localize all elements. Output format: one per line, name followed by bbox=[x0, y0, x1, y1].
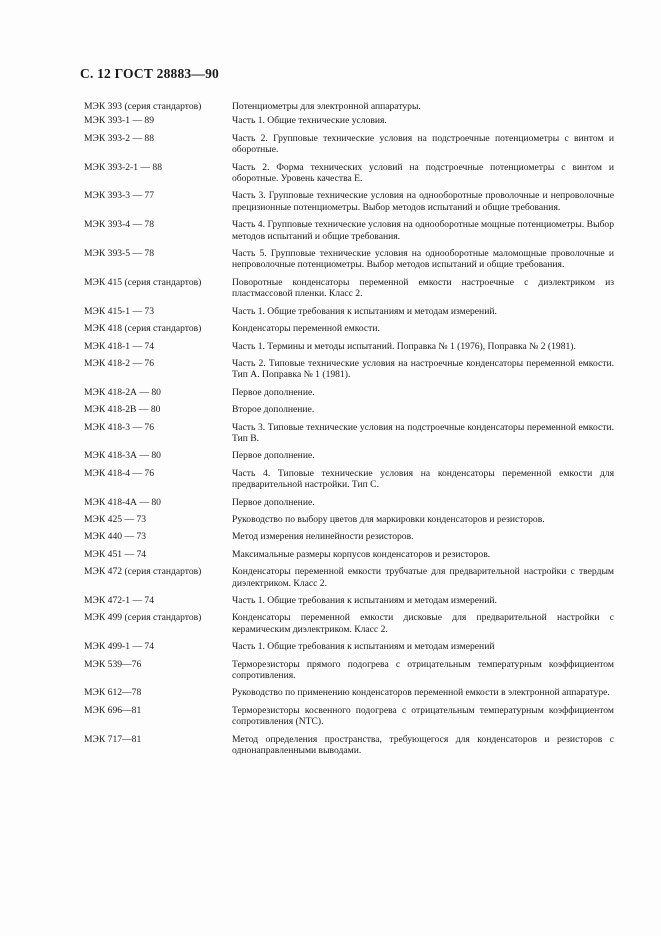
standard-code: МЭК 418-3 — 76 bbox=[84, 421, 155, 433]
standard-code: МЭК 415-1 — 73 bbox=[84, 305, 155, 317]
standard-description: Руководство по выбору цветов для маркировки конденсаторов и резисторов. bbox=[232, 513, 545, 525]
list-item bbox=[84, 734, 614, 757]
standard-code: МЭК 393-5 — 78 bbox=[84, 248, 155, 260]
list-item bbox=[84, 566, 614, 589]
standard-description: Конденсаторы переменной емкости дисковые для предварительной настройки с керамическим диэлектриком. Класс 2. bbox=[232, 612, 614, 635]
list-item bbox=[84, 101, 614, 112]
list-item bbox=[84, 358, 614, 381]
list-item bbox=[84, 595, 614, 606]
list-item bbox=[84, 468, 614, 491]
list-item bbox=[84, 612, 614, 635]
standard-code: МЭК 612—78 bbox=[84, 687, 142, 699]
standard-description: Руководство по применению конденсаторов переменной емкости в электронной аппаратуре. bbox=[232, 687, 610, 699]
list-item bbox=[84, 387, 614, 398]
list-item bbox=[84, 549, 614, 560]
list-item bbox=[84, 514, 614, 525]
list-item bbox=[84, 248, 614, 271]
list-item bbox=[84, 705, 614, 728]
standard-description: Часть 5. Групповые технические условия на однооборотные маломощные проволочные и непроволочные потенциометры. Выбор методов испытаний и общие требования. bbox=[232, 248, 614, 271]
standard-code: МЭК 472 (серия стандартов) bbox=[84, 566, 202, 578]
standard-description: Поворотные конденсаторы переменной емкости настроечные с диэлектриком из пластмассовой пленки. Класс 2. bbox=[232, 276, 614, 300]
standard-description: Часть 1. Общие требования к испытаниям и методам измерений bbox=[232, 641, 495, 653]
list-item bbox=[84, 659, 614, 682]
list-item bbox=[84, 404, 614, 415]
list-item bbox=[84, 306, 614, 317]
standard-description: Метод измерения нелинейности резисторов. bbox=[232, 531, 414, 543]
standard-description: Первое дополнение. bbox=[232, 496, 315, 508]
standard-code: МЭК 418-2А — 80 bbox=[84, 386, 161, 398]
standard-description: Первое дополнение. bbox=[232, 386, 315, 398]
list-item bbox=[84, 531, 614, 542]
standard-code: МЭК 418-2 — 76 bbox=[84, 357, 155, 369]
standard-code: МЭК 499 (серия стандартов) bbox=[84, 612, 202, 624]
standard-code: МЭК 451 — 74 bbox=[84, 548, 147, 560]
standard-description: Метод определения пространства, требующегося для конденсаторов и резисторов с однонаправленными выводами. bbox=[232, 733, 614, 757]
list-item bbox=[84, 641, 614, 652]
standard-code: МЭК 393-1 — 89 bbox=[84, 115, 155, 127]
standard-code: МЭК 393-4 — 78 bbox=[84, 219, 155, 231]
standard-description: Часть 2. Типовые технические условия на настроечные конденсаторы переменной емкости. Тип А. Поправка № 1 (1981). bbox=[232, 357, 614, 381]
standard-code: МЭК 418 (серия стандартов) bbox=[84, 323, 202, 335]
standard-code: МЭК 696—81 bbox=[84, 704, 142, 716]
standard-code: МЭК 418-4 — 76 bbox=[84, 467, 155, 479]
standard-code: МЭК 393-3 — 77 bbox=[84, 190, 155, 202]
standard-description: Часть 3. Типовые технические условия на подстроечные конденсаторы переменной емкости. Тип В. bbox=[232, 421, 614, 444]
standard-description: Часть 1. Общие требования к испытаниям и методам измерений. bbox=[232, 595, 497, 606]
list-item bbox=[84, 497, 614, 508]
standard-description: Часть 2. Форма технических условий на подстроечные потенциометры с винтом и оборотные. Уровень качества Е. bbox=[232, 161, 614, 185]
list-item bbox=[84, 115, 614, 126]
standard-code: МЭК 472-1 — 74 bbox=[84, 595, 155, 606]
standard-description: Часть 4. Групповые технические условия на однооборотные мощные потенциометры. Выбор методов испытаний и общие требования. bbox=[232, 219, 614, 242]
standard-description: Терморезисторы прямого подогрева с отрицательным температурным коэффициентом сопротивления. bbox=[232, 658, 614, 682]
standard-description: Максимальные размеры корпусов конденсаторов и резисторов. bbox=[232, 548, 491, 560]
page-header: С. 12 ГОСТ 28883—90 bbox=[80, 66, 219, 81]
standard-description: Часть 3. Групповые технические условия на однооборотные проволочные и непроволочные прецизионные потенциометры. Выбор методов испытаний и общие требования. bbox=[232, 190, 614, 213]
list-item bbox=[84, 162, 614, 185]
standard-code: МЭК 393-2 — 88 bbox=[84, 132, 155, 144]
standard-code: МЭК 440 — 73 bbox=[84, 531, 147, 543]
standard-code: МЭК 393-2-1 — 88 bbox=[84, 161, 163, 173]
standard-code: МЭК 539—76 bbox=[84, 658, 142, 670]
list-item bbox=[84, 323, 614, 334]
standard-code: МЭК 717—81 bbox=[84, 733, 142, 745]
standard-description: Конденсаторы переменной емкости трубчатые для предварительной настройки с твердым диэлектриком. Класс 2. bbox=[232, 566, 614, 589]
list-item bbox=[84, 422, 614, 445]
list-item bbox=[84, 190, 614, 213]
standard-code: МЭК 425 — 73 bbox=[84, 513, 147, 525]
standard-description: Второе дополнение. bbox=[232, 404, 315, 416]
list-item bbox=[84, 219, 614, 242]
standard-description: Первое дополнение. bbox=[232, 450, 315, 462]
list-item bbox=[84, 450, 614, 461]
standard-description: Конденсаторы переменной емкости. bbox=[232, 323, 380, 335]
standard-description: Потенциометры для электронной аппаратуры. bbox=[232, 101, 421, 112]
standard-description: Часть 1. Общие требования к испытаниям и методам измерений. bbox=[232, 305, 497, 317]
standard-code: МЭК 499-1 — 74 bbox=[84, 641, 155, 653]
standard-description: Часть 1. Общие технические условия. bbox=[232, 115, 387, 127]
standard-code: МЭК 418-3А — 80 bbox=[84, 450, 161, 462]
standard-code: МЭК 418-4А — 80 bbox=[84, 496, 161, 508]
standard-code: МЭК 415 (серия стандартов) bbox=[84, 276, 202, 288]
list-item bbox=[84, 277, 614, 300]
standard-code: МЭК 418-1 — 74 bbox=[84, 340, 155, 352]
standard-code: МЭК 418-2В — 80 bbox=[84, 404, 161, 416]
standard-description: Терморезисторы косвенного подогрева с отрицательным температурным коэффициентом сопротивления (NTC). bbox=[232, 704, 614, 728]
list-item bbox=[84, 341, 614, 352]
standard-code: МЭК 393 (серия стандартов) bbox=[84, 101, 202, 112]
standard-description: Часть 4. Типовые технические условия на конденсаторы переменной емкости для предварительной настройки. Тип С. bbox=[232, 467, 614, 491]
list-item bbox=[84, 687, 614, 698]
list-item bbox=[84, 133, 614, 156]
standard-description: Часть 2. Групповые технические условия на подстроечные потенциометры с винтом и оборотные. bbox=[232, 132, 614, 156]
standards-list bbox=[84, 101, 614, 762]
standard-description: Часть 1. Термины и методы испытаний. Поправка № 1 (1976), Поправка № 2 (1981). bbox=[232, 340, 576, 352]
